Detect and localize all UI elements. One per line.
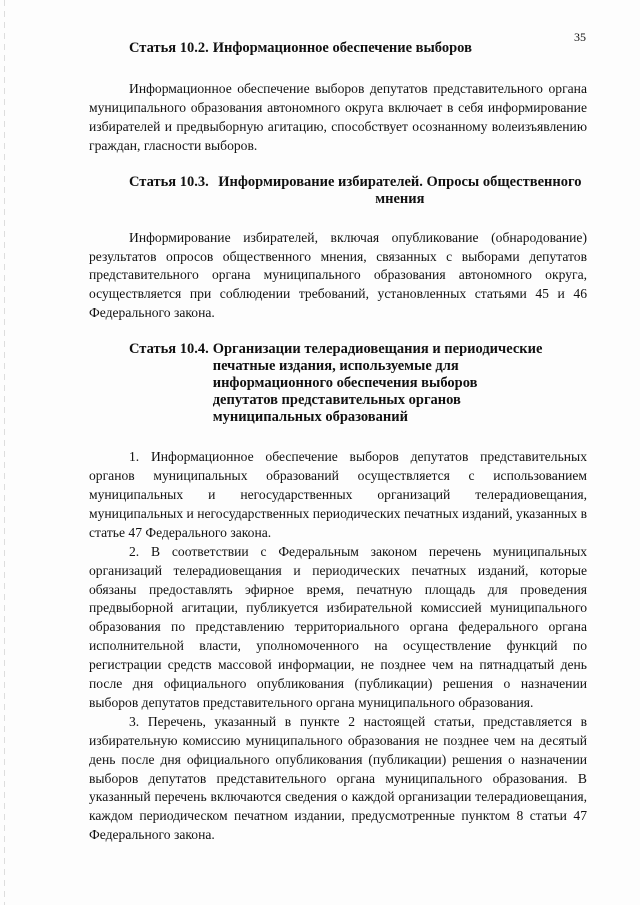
article-heading [89,40,587,57]
article-paragraph: 2. В соответствии с Федеральным законом перечень муниципальных организаций телерадиовещания и периодических печатных изданий, которые обязаны предоставлять эфирное время, печатную площадь для проведения предвыборной агитации, публикуется избирательной комиссией муниципального образования по представлению территориального органа федерального органа исполнительной власти, уполномоченного на осуществление функций по регистрации средств массовой информации, не позднее чем на пятнадцатый день после дня официального опубликования (публикации) решения о назначении выборов депутатов представительного органа муниципального образования. [89,543,587,710]
article-number: Статья 10.3. [129,173,209,190]
article-number: Статья 10.2. [129,40,209,56]
article-heading [89,341,587,426]
article-10-2 [89,40,587,156]
article-number: Статья 10.4. [129,341,209,358]
article-paragraph: 3. Перечень, указанный в пункте 2 настоящей статьи, представляется в избирательную комиссию муниципального образования не позднее чем на десятый день после дня официального опубликования (публикации) решения о назначении выборов депутатов представительного органа муниципального образования. В указанный перечень включаются сведения о каждой организации телерадиовещания, каждом периодическом печатном издании, предусмотренные пунктом 8 статьи 47 Федерального закона. [89,713,587,843]
article-heading [89,174,587,208]
article-10-3 [89,174,587,324]
article-title: Информационное обеспечение выборов [212,40,472,56]
article-title: Информирование избирателей. Опросы общественного мнения [218,173,582,207]
page-number: 35 [574,30,586,44]
article-paragraph: Информационное обеспечение выборов депутатов представительного органа муниципального образования автономного округа включает в себя информирование избирателей и предвыборную агитацию, способствует осознанному волеизъявлению граждан, гласности выборов. [89,81,587,153]
article-10-4 [89,341,587,845]
document-body [89,40,587,845]
article-paragraph: Информирование избирателей, включая опубликование (обнародование) результатов опросов общественного мнения, связанных с выборами депутатов представительного органа муниципального образования автономного округа, осуществляется при соблюдении требований, установленных статьями 45 и 46 Федерального закона. [89,229,587,321]
scan-edge-artifact [4,0,5,905]
article-paragraph: 1. Информационное обеспечение выборов депутатов представительных органов муниципальных образований осуществляется с использованием муниципальных и негосударственных организаций телерадиовещания, муниципальных и негосударственных периодических печатных изданий, указанных в статье 47 Федерального закона. [89,449,587,540]
article-title: Организации телерадиовещания и периодические печатные издания, используемые для информационного обеспечения выборов депутатов представительных органов муниципальных образований [212,341,543,426]
